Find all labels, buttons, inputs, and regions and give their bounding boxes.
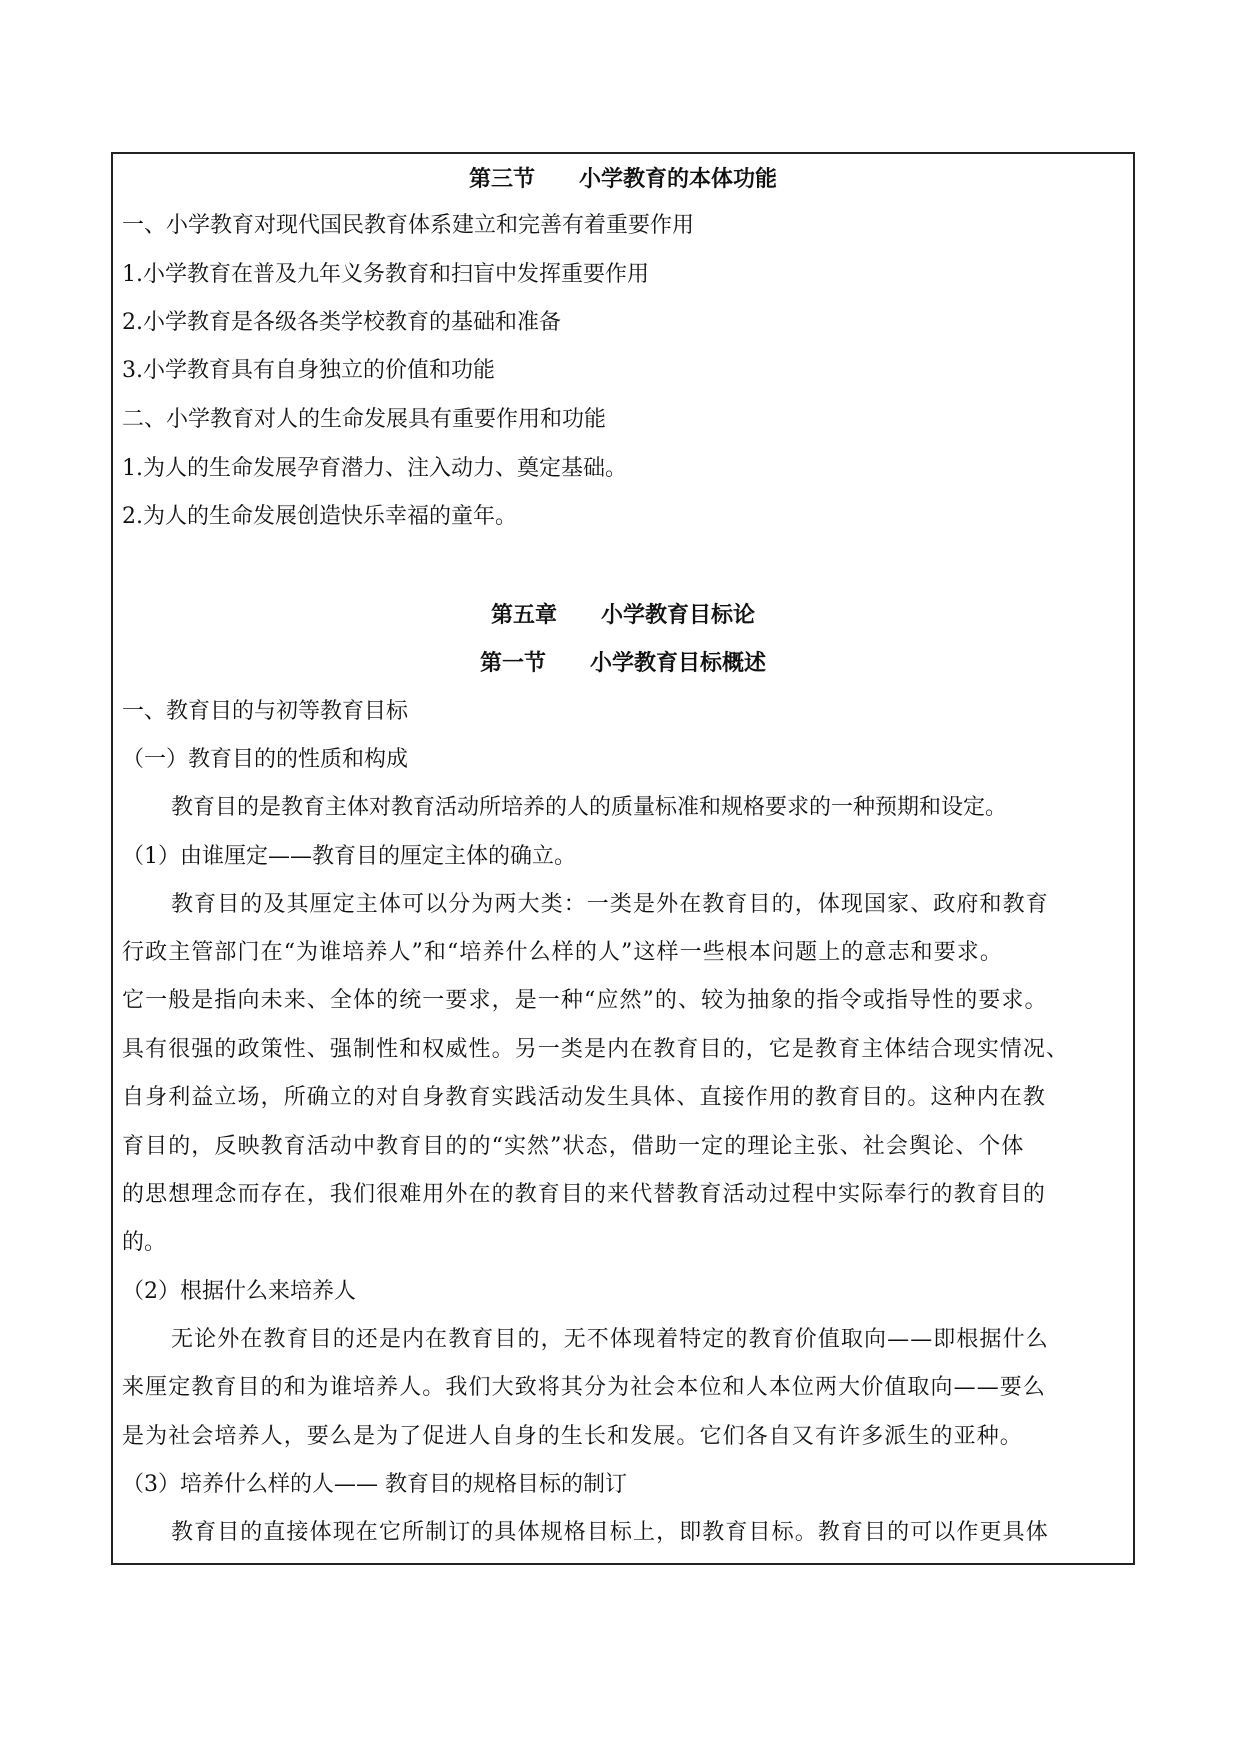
section-title: 小学教育目标概述 — [590, 650, 767, 676]
paragraph-line: 无论外在教育目的还是内在教育目的，无不体现着特定的教育价值取向——即根据什么 — [171, 1327, 1049, 1352]
chapter-heading — [111, 600, 1135, 630]
chapter-number: 第五章 — [490, 602, 557, 628]
section-number: 第三节 — [468, 166, 535, 192]
paragraph-line: 教育目的直接体现在它所制订的具体规格目标上，即教育目标。教育目的可以作更具体 — [171, 1520, 1049, 1545]
text-line: 一、小学教育对现代国民教育体系建立和完善有着重要作用 — [122, 213, 695, 238]
text-line: 一、教育目的与初等教育目标 — [122, 699, 409, 724]
chapter-title: 小学教育目标论 — [601, 602, 756, 628]
paragraph-line: 教育目的及其厘定主体可以分为两大类：一类是外在教育目的，体现国家、政府和教育 — [171, 892, 1049, 917]
text-line: （一）教育目的的性质和构成 — [122, 747, 409, 772]
paragraph-line: 自身利益立场，所确立的对自身教育实践活动发生具体、直接作用的教育目的。这种内在教 — [122, 1085, 1047, 1110]
section-number: 第一节 — [479, 650, 546, 676]
section-heading — [111, 164, 1135, 194]
paragraph-line: 来厘定教育目的和为谁培养人。我们大致将其分为社会本位和人本位两大价值取向——要么 — [122, 1375, 1047, 1400]
paragraph-line: 的。 — [122, 1230, 167, 1255]
text-line: 3.小学教育具有自身独立的价值和功能 — [122, 358, 495, 383]
paragraph-line: 具有很强的政策性、强制性和权威性。另一类是内在教育目的，它是教育主体结合现实情况、 — [122, 1037, 1070, 1062]
text-line: 1.为人的生命发展孕育潜力、注入动力、奠定基础。 — [122, 456, 627, 481]
paragraph-line: 教育目的是教育主体对教育活动所培养的人的质量标准和规格要求的一种预期和设定。 — [171, 795, 1008, 820]
text-line: （1）由谁厘定——教育目的厘定主体的确立。 — [122, 844, 576, 869]
paragraph-line: 行政主管部门在“为谁培养人”和“培养什么样的人”这样一些根本问题上的意志和要求。 — [122, 940, 1003, 965]
paragraph-line: 育目的，反映教育活动中教育目的的“实然”状态，借助一定的理论主张、社会舆论、个体 — [122, 1134, 1025, 1159]
text-line: （3）培养什么样的人—— 教育目的规格目标的制订 — [122, 1472, 627, 1497]
text-line: 2.小学教育是各级各类学校教育的基础和准备 — [122, 310, 561, 335]
text-line: （2）根据什么来培养人 — [122, 1279, 356, 1304]
paragraph-line: 的思想理念而存在，我们很难用外在的教育目的来代替教育活动过程中实际奉行的教育目的 — [122, 1182, 1047, 1207]
text-line: 1.小学教育在普及九年义务教育和扫盲中发挥重要作用 — [122, 262, 649, 287]
paragraph-line: 它一般是指向未来、全体的统一要求，是一种“应然”的、较为抽象的指令或指导性的要求。 — [122, 988, 1048, 1013]
section-title: 小学教育的本体功能 — [579, 166, 778, 192]
text-line: 2.为人的生命发展创造快乐幸福的童年。 — [122, 504, 517, 529]
text-line: 二、小学教育对人的生命发展具有重要作用和功能 — [122, 407, 607, 432]
paragraph-line: 是为社会培养人，要么是为了促进人自身的生长和发展。它们各自又有许多派生的亚种。 — [122, 1424, 1023, 1449]
section-heading — [111, 648, 1135, 678]
